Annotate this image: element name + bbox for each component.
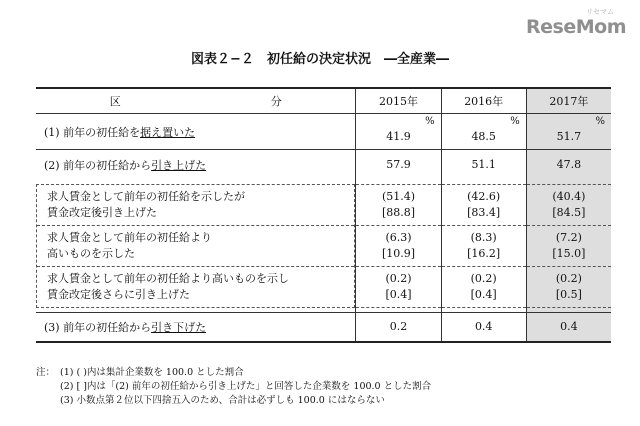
breakdown-box: [527, 184, 611, 308]
cell-2015: 0.2: [356, 312, 441, 342]
breakdown-box: [36, 184, 355, 308]
cell-2015: 57.9: [356, 150, 441, 180]
percent-mark: %: [595, 116, 605, 127]
notes-lead: 注：: [36, 367, 56, 378]
breakdown-cell: [527, 266, 611, 307]
row-label-text: (3) 前年の初任給から: [44, 320, 152, 334]
cell-2015: [356, 114, 441, 150]
cell-value: 48.5: [471, 129, 496, 143]
share-raised: [83.4]: [467, 205, 501, 219]
row-label: [36, 114, 356, 150]
cell-2016: 0.4: [441, 312, 526, 342]
header-category-a: 区: [109, 95, 121, 108]
share-all: (0.2): [385, 271, 412, 285]
breakdown-item: [37, 266, 354, 307]
share-raised: [0.4]: [385, 287, 412, 301]
cell-2017: 0.4: [526, 312, 611, 342]
table-row: [36, 150, 611, 180]
breakdown-cell: [442, 225, 526, 266]
breakdown-row: [36, 180, 611, 313]
cell-value: 51.7: [556, 129, 582, 143]
share-all: (51.4): [381, 189, 416, 203]
share-all: (42.6): [467, 189, 501, 203]
breakdown-cell: [442, 185, 526, 225]
breakdown-line2: 賃金改定後引き上げた: [47, 205, 157, 219]
cell-2017: [526, 114, 611, 150]
header-year-2015: 2015年: [356, 88, 441, 114]
breakdown-cell: [442, 266, 526, 307]
share-raised: [16.2]: [467, 246, 501, 260]
table-row: [36, 114, 611, 150]
cell-2017: 47.8: [526, 150, 611, 180]
breakdown-item: [37, 185, 354, 225]
cell-2016: 51.1: [441, 150, 526, 180]
share-all: (6.3): [385, 230, 412, 244]
share-all: (7.2): [555, 230, 582, 244]
row-label-underlined: 引き下げた: [151, 320, 207, 334]
resemom-logo: ReseMom: [526, 16, 626, 38]
share-raised: [0.4]: [470, 287, 497, 301]
breakdown-cell: [527, 185, 611, 225]
breakdown-cell: [356, 185, 440, 225]
row-label-underlined: 引き上げた: [151, 158, 207, 172]
breakdown-box: [442, 184, 526, 308]
breakdown-labels: [36, 180, 356, 313]
breakdown-box: [356, 184, 440, 308]
row-label: [36, 312, 356, 342]
header-category: [36, 88, 356, 114]
note-item: (2) [ ]内は「(2) 前年の初任給から引き上げた」と回答した企業数を 100.0 とした割合: [60, 381, 432, 392]
header-year-2017: 2017年: [526, 88, 611, 114]
breakdown-values-2017: [526, 180, 611, 313]
note-item: (1) ( )内は集計企業数を 100.0 とした割合: [60, 367, 244, 378]
breakdown-line1: 求人賃金として前年の初任給より: [47, 230, 212, 244]
table-row: [36, 312, 611, 342]
share-raised: [10.9]: [381, 246, 416, 260]
share-all: (0.2): [555, 271, 582, 285]
row-label-text: (2) 前年の初任給から: [44, 158, 152, 172]
share-all: (0.2): [470, 271, 497, 285]
share-raised: [15.0]: [552, 246, 586, 260]
cell-2016: [441, 114, 526, 150]
breakdown-line2: 賃金改定後さらに引き上げた: [47, 287, 190, 301]
breakdown-cell: [356, 266, 440, 307]
share-all: (8.3): [470, 230, 497, 244]
breakdown-line1: 求人賃金として前年の初任給を示したが: [47, 189, 245, 203]
table-header-row: [36, 88, 611, 114]
share-raised: [0.5]: [555, 287, 582, 301]
share-raised: [84.5]: [552, 205, 586, 219]
breakdown-line2: 高いものを示した: [47, 246, 135, 260]
starting-salary-table: [36, 87, 611, 343]
header-year-2016: 2016年: [441, 88, 526, 114]
breakdown-values-2016: [441, 180, 526, 313]
logo-subtext: リセマム: [586, 8, 614, 16]
row-label-underlined: 据え置いた: [140, 125, 196, 139]
breakdown-values-2015: [356, 180, 441, 313]
header-category-b: 分: [270, 95, 282, 108]
share-all: (40.4): [552, 189, 586, 203]
percent-mark: %: [425, 116, 435, 127]
row-label: [36, 150, 356, 180]
breakdown-cell: [356, 225, 440, 266]
breakdown-cell: [527, 225, 611, 266]
breakdown-line1: 求人賃金として前年の初任給より高いものを示し: [47, 271, 289, 285]
table-notes: [36, 366, 431, 408]
percent-mark: %: [510, 116, 520, 127]
breakdown-item: [37, 225, 354, 266]
figure-title: 図表２−２ 初任給の決定状況 ―全産業―: [191, 52, 449, 67]
cell-value: 41.9: [386, 129, 411, 143]
note-item: (3) 小数点第２位以下四捨五入のため、合計は必ずしも 100.0 にはならない: [60, 395, 385, 406]
row-label-text: (1) 前年の初任給を: [44, 125, 141, 139]
share-raised: [88.8]: [381, 205, 416, 219]
